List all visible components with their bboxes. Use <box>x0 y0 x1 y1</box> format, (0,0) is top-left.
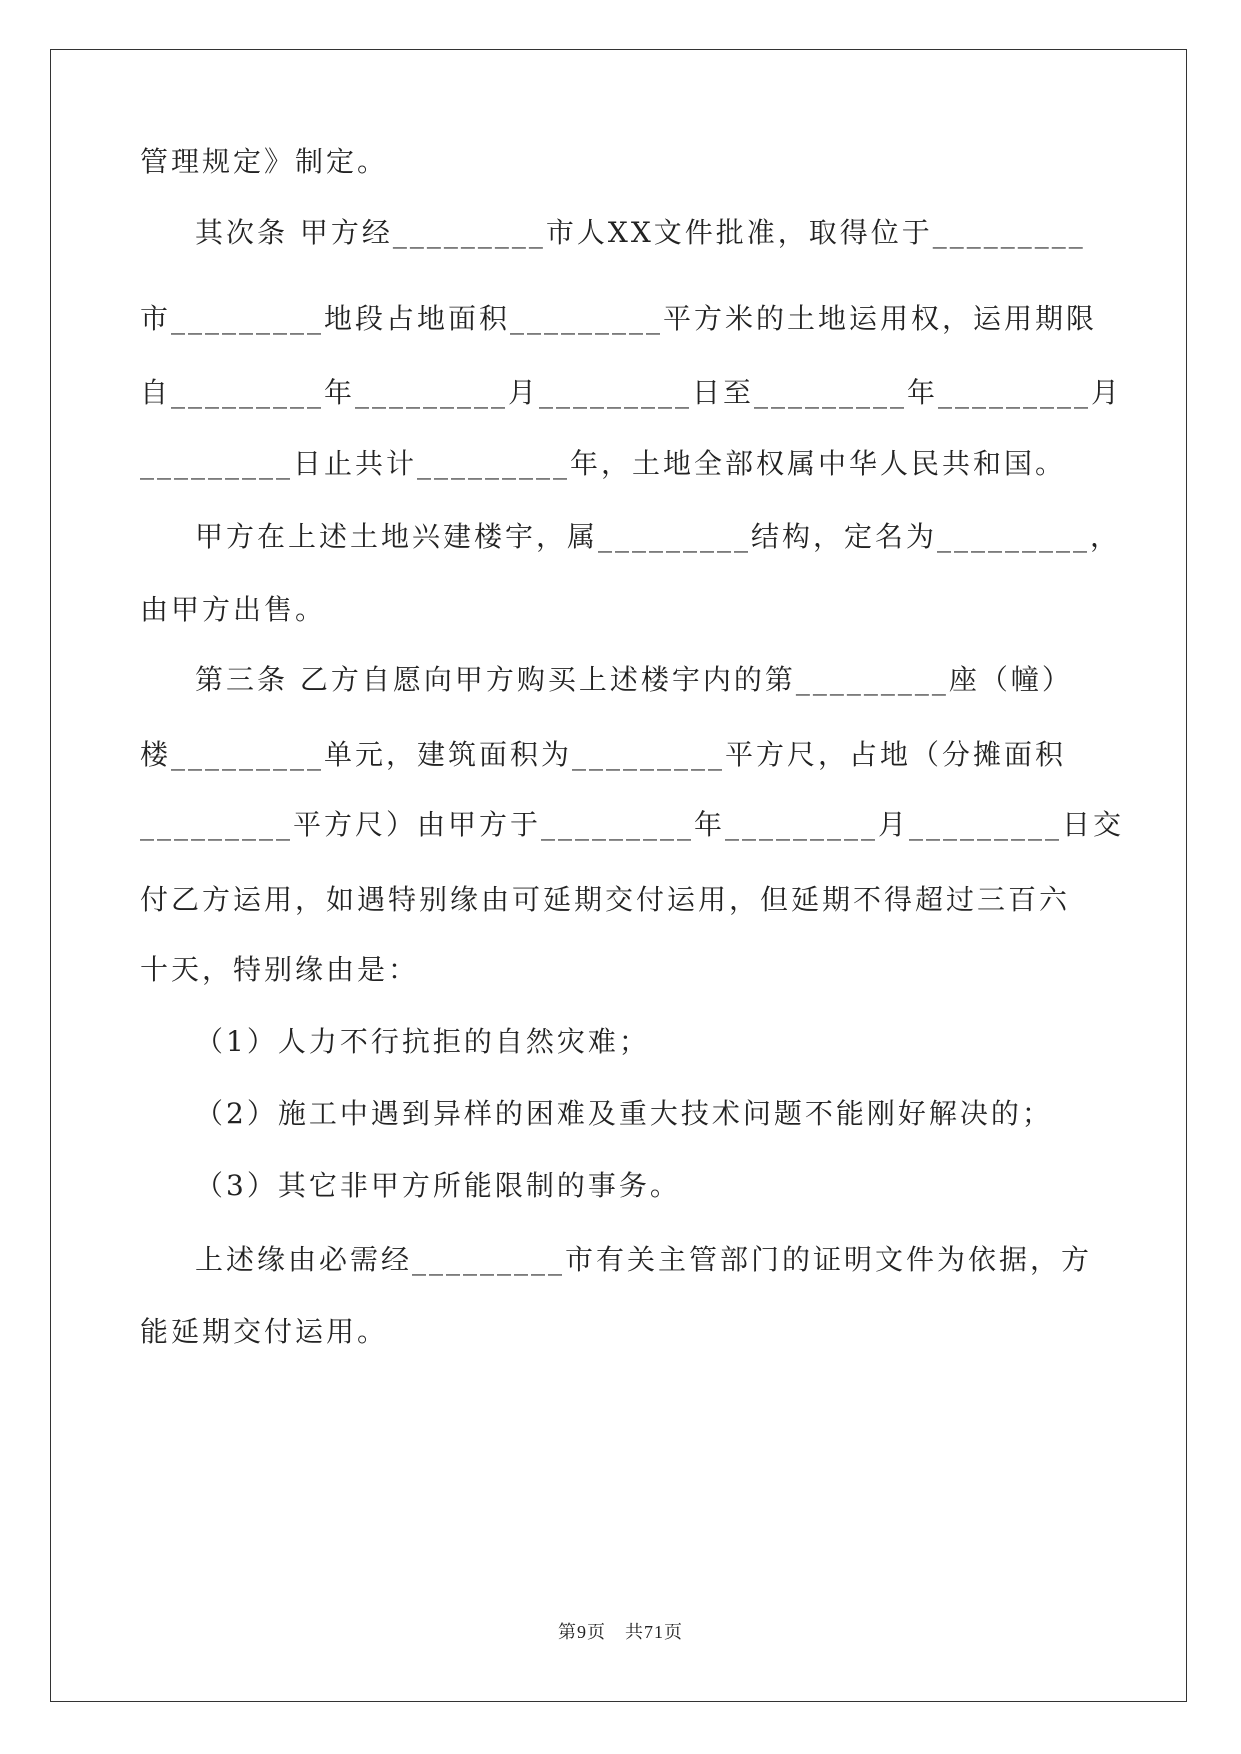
text-line: 其次条 甲方经_________市人XX文件批准，取得位于_________ <box>195 216 1086 249</box>
text-line: （3）其它非甲方所能限制的事务。 <box>195 1169 681 1202</box>
page-footer: 第9页 共71页 <box>558 1622 683 1642</box>
text-line: _________平方尺）由甲方于_________年_________月_________日交 <box>140 808 1125 841</box>
text-line: （1）人力不行抗拒的自然灾难； <box>195 1025 650 1058</box>
text-line: 甲方在上述土地兴建楼宇，属_________结构，定名为_________， <box>195 520 1122 553</box>
text-line: 管理规定》制定。 <box>140 145 389 178</box>
text-line: 楼_________单元，建筑面积为_________平方尺，占地（分摊面积 <box>140 738 1067 771</box>
text-line: 十天，特别缘由是： <box>140 953 420 986</box>
text-line: 第三条 乙方自愿向甲方购买上述楼宇内的第_________座（幢） <box>195 663 1073 696</box>
text-line: 付乙方运用，如遇特别缘由可延期交付运用，但延期不得超过三百六 <box>140 883 1071 916</box>
text-line: 自_________年_________月_________日至_________年_________月 <box>140 376 1123 409</box>
text-line: 市_________地段占地面积_________平方米的土地运用权，运用期限 <box>140 302 1098 335</box>
text-line: 能延期交付运用。 <box>140 1315 389 1348</box>
text-line: 由甲方出售。 <box>140 593 327 626</box>
text-line: （2）施工中遇到异样的困难及重大技术问题不能刚好解决的； <box>195 1097 1053 1130</box>
text-line: _________日止共计_________年，土地全部权属中华人民共和国。 <box>140 447 1067 480</box>
page-border <box>50 49 1187 1702</box>
text-line: 上述缘由必需经_________市有关主管部门的证明文件为依据，方 <box>195 1243 1093 1276</box>
